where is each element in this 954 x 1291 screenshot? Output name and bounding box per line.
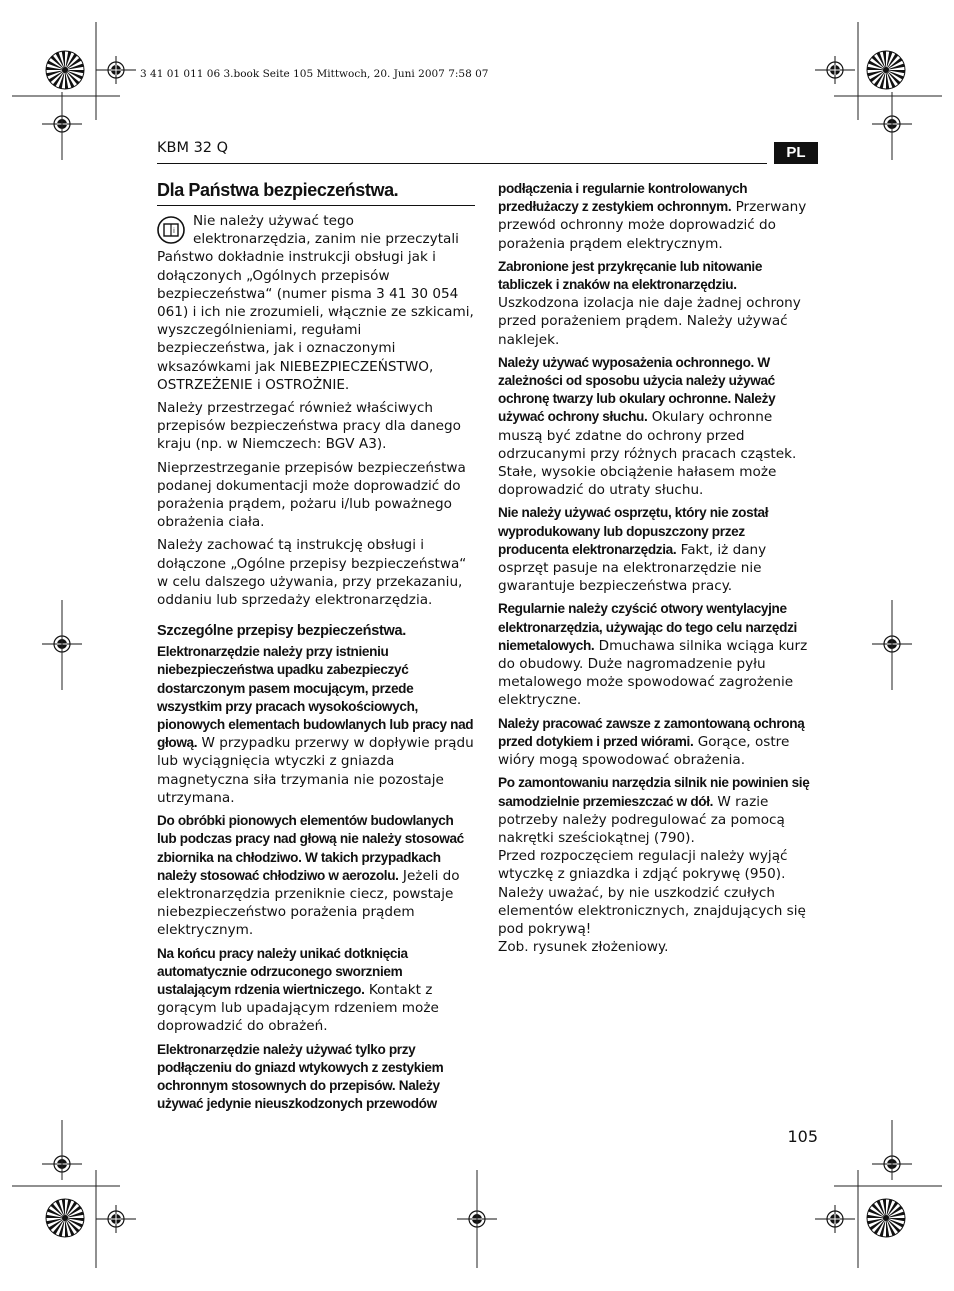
rule-bold: Po zamontowaniu narzędzia silnik nie powinien się samodzielnie przemieszczać w dół. xyxy=(498,775,810,809)
rule-text: Okulary ochronne muszą być zdatne do ochrony przed odrzucanymi przy różnych pracach cząstek. Stałe, wysokie obciążenie hałasem może doprowadzić do utraty słuchu. xyxy=(498,409,797,499)
rule-text: Uszkodzona izolacja nie daje żadnej ochrony przed porażeniem prądem. Należy używać naklejek. xyxy=(498,295,801,348)
rule-paragraph xyxy=(498,774,818,847)
print-info: 3 41 01 011 06 3.book Seite 105 Mittwoch, 20. Juni 2007 7:58 07 xyxy=(140,68,489,80)
intro-paragraph: Należy zachować tą instrukcję obsługi i dołączone „Ogólne przepisy bezpieczeństwa“ w celu dalszego używania, przy przekazaniu, oddaniu lub sprzedaży elektronarzędzia. xyxy=(157,537,467,609)
model-label: KBM 32 Q xyxy=(157,140,229,156)
intro-paragraph: Nieprzestrzeganie przepisów bezpieczeństwa podanej dokumentacji może doprowadzić do porażenia prądem, pożaru i/lub poważnego obrażenia ciała. xyxy=(157,459,466,531)
rule-paragraph xyxy=(498,504,818,595)
rule-bold: Na końcu pracy należy unikać dotknięcia automatycznie odrzuconego sworzniem ustalającym rdzenia wiertniczego. xyxy=(157,945,408,997)
left-column xyxy=(157,180,475,1118)
right-column xyxy=(498,180,818,961)
closing-paragraph: Przed rozpoczęciem regulacji należy wyjąć wtyczkę z gniazdka i zdjąć pokrywę (950). Należy uważać, by nie uszkodzić czułych elementów elektronicznych, znajdujących się pod pokrywą! xyxy=(498,848,806,937)
rule-paragraph xyxy=(498,258,818,349)
rule-text: Dmuchawa silnika wciąga kurz do obudowy. Duże nagromadzenie pyłu metalowego może spowodować zagrożenie elektryczne. xyxy=(498,637,808,709)
rules-right xyxy=(498,180,818,956)
rule-paragraph xyxy=(498,600,818,709)
intro-block xyxy=(157,212,475,609)
info-book-icon xyxy=(157,216,185,244)
rule-text: Przerwany przewód ochronny może doprowadzić do porażenia prądem elektrycznym. xyxy=(498,199,807,252)
page-number: 105 xyxy=(787,1127,818,1146)
rule-paragraph xyxy=(498,354,818,500)
rule-text: Jeżeli do elektronarzędzia przeniknie ciecz, powstaje niebezpieczeństwo porażenia prądem elektrycznym. xyxy=(157,867,460,939)
rule-bold: Regularnie należy czyścić otwory wentylacyjne elektronarzędzia, używając do tego celu narzędzi niemetalowych. xyxy=(498,601,797,653)
rule-text: W przypadku przerwy w dopływie prądu lub wyciągnięcia wtyczki z gniazda magnetyczna siła trzymania nie pozostaje utrzymana. xyxy=(157,735,474,806)
svg-text:i: i xyxy=(173,227,175,235)
section-title: Dla Państwa bezpieczeństwa. xyxy=(157,180,475,206)
closing-paragraph: Zob. rysunek złożeniowy. xyxy=(498,939,669,956)
rule-paragraph xyxy=(498,180,818,253)
header-rule xyxy=(157,163,767,164)
rules-left xyxy=(157,643,475,1113)
rule-bold: Nie należy używać osprzętu, który nie został wyprodukowany lub dopuszczony przez producenta elektronarzędzia. xyxy=(498,505,769,557)
rule-bold: podłączenia i regularnie kontrolowanych przedłużaczy z zestykiem ochronnym. xyxy=(498,181,748,215)
rule-text: Kontakt z gorącym lub upadającym rdzeniem może doprowadzić do obrażeń. xyxy=(157,981,439,1035)
intro-paragraph: Należy przestrzegać również właściwych przepisów bezpieczeństwa pracy dla danego kraju (np. w Niemczech: BGV A3). xyxy=(157,400,461,453)
rule-bold: Elektronarzędzie należy przy istnieniu niebezpieczeństwa upadku zabezpieczyć dostarczonym pasem mocującym, przede wszystkim przy pracach wysokościowych, pionowych elementach budowlanych lub pracy nad głową. xyxy=(157,644,474,751)
rule-text: W razie potrzeby należy podregulować za pomocą nakrętki sześciokątnej (790). xyxy=(498,793,785,846)
intro-paragraph xyxy=(157,212,475,394)
rule-paragraph xyxy=(157,643,475,807)
intro-text: Nie należy używać tego elektronarzędzia, zanim nie przeczytali Państwo dokładnie instrukcji obsługi jak i dołączonych „Ogólnych przepisów bezpieczeństwa“ (numer pisma 3 41 30 054 061) i ich nie zrozumieli, włącznie ze szkicami, wyszczególnieniami, regułami bezpieczeństwa, jak i oznaczonymi wksazówkami jak NIEBEZPIECZEŃSTWO, OSTRZEŻENIE i OSTROŻNIE. xyxy=(157,213,474,393)
rule-bold: Elektronarzędzie należy używać tylko przy podłączeniu do gniazd wtykowych z zestykiem ochronnym stosownych do przepisów. Należy używać jedynie nieuszkodzonych przewodów xyxy=(157,1041,444,1112)
rule-bold: Zabronione jest przykręcanie lub nitowanie tabliczek i znaków na elektronarzędziu. xyxy=(498,258,763,293)
rule-paragraph xyxy=(157,1041,475,1114)
rule-bold: Należy pracować zawsze z zamontowaną ochroną przed dotykiem i przed wiórami. xyxy=(498,715,805,749)
rule-bold: Do obróbki pionowych elementów budowlanych lub podczas pracy nad głową nie należy stosować zbiornika na chłodziwo. W takich przypadkach należy stosować chłodziwo w aerozolu. xyxy=(157,813,464,883)
rule-bold: Należy używać wyposażenia ochronnego. W zależności od sposobu użycia należy używać ochronę twarzy lub okulary ochronne. Należy używać ochrony słuchu. xyxy=(498,354,776,425)
rule-text: Gorące, ostre wióry mogą spowodować obrażenia. xyxy=(498,733,790,769)
rule-text: Fakt, iż dany osprzęt pasuje na elektronarzędzie nie gwarantuje bezpieczeństwa pracy. xyxy=(498,541,767,595)
rule-paragraph xyxy=(157,945,475,1036)
subheading: Szczególne przepisy bezpieczeństwa. xyxy=(157,623,406,640)
rule-paragraph xyxy=(498,715,818,770)
language-tab: PL xyxy=(774,142,818,164)
rule-paragraph xyxy=(157,812,475,939)
